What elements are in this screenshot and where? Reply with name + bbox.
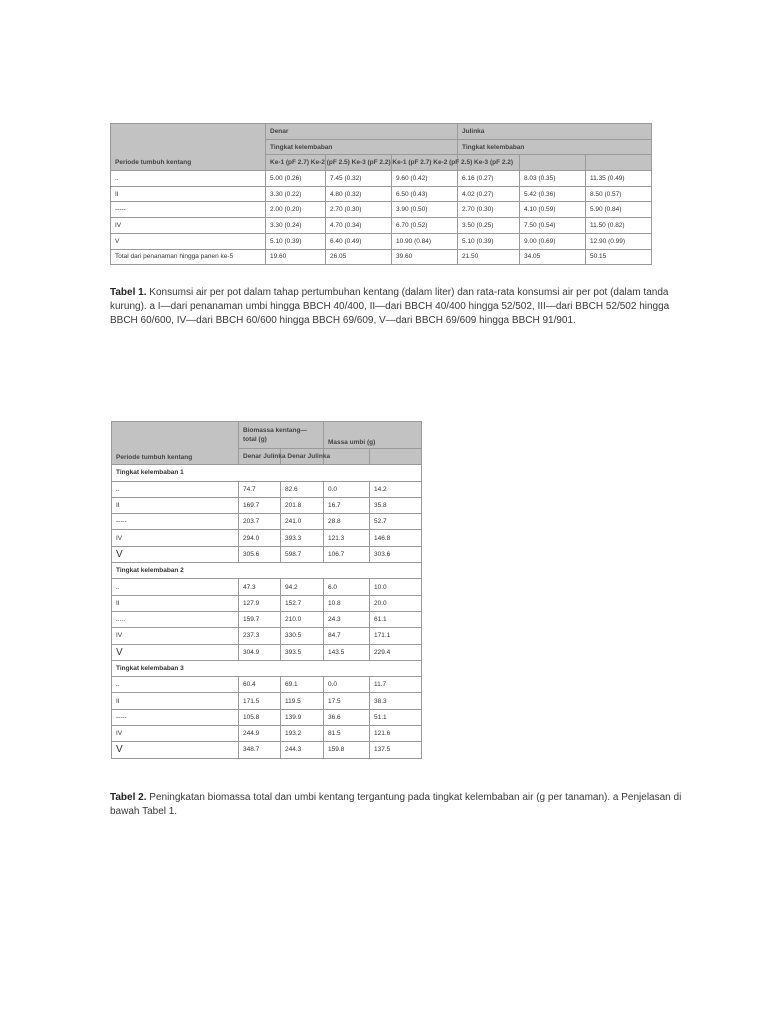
table1-caption (110, 286, 690, 328)
group-header-row (112, 563, 422, 579)
table-cell: 4.70 (0.34) (326, 218, 392, 234)
table-cell: 84.7 (324, 628, 370, 644)
table-cell: 121.6 (370, 726, 422, 742)
moisture-header-julinka: Tingkat kelembaban (458, 139, 652, 155)
table-cell: 106.7 (324, 546, 370, 562)
row-label: ----- (111, 202, 266, 218)
table-cell: 598.7 (281, 546, 324, 562)
table-cell: 10.0 (370, 579, 422, 595)
table-cell: 14.2 (370, 481, 422, 497)
table-cell: 143.5 (324, 644, 370, 660)
table-cell: 8.50 (0.57) (586, 186, 652, 202)
table-cell: 51.1 (370, 709, 422, 725)
table-cell: 34.05 (520, 249, 586, 265)
row-label: V (111, 233, 266, 249)
biomass-header: Biomassa kentang— total (g) (239, 422, 324, 449)
table-row (111, 218, 652, 234)
table-cell: 348.7 (239, 742, 281, 758)
table-cell: 26.05 (326, 249, 392, 265)
table-row (112, 611, 422, 627)
table-cell: 36.6 (324, 709, 370, 725)
table-cell: 6.0 (324, 579, 370, 595)
biomass-table (111, 421, 422, 759)
row-label: .. (112, 579, 239, 595)
table-cell: 38.3 (370, 693, 422, 709)
table-row (112, 644, 422, 660)
row-label: V (112, 644, 239, 660)
table-cell: 294.0 (239, 530, 281, 546)
table-cell: 5.10 (0.39) (458, 233, 520, 249)
table-cell: 244.3 (281, 742, 324, 758)
table-cell: 393.3 (281, 530, 324, 546)
table-cell: 137.5 (370, 742, 422, 758)
table-cell: 5.42 (0.36) (520, 186, 586, 202)
table-row (112, 481, 422, 497)
table-cell: 229.4 (370, 644, 422, 660)
table-cell: 303.6 (370, 546, 422, 562)
period-header-2: Periode tumbuh kentang (112, 422, 239, 465)
row-label: ----- (112, 514, 239, 530)
row-label: IV (112, 726, 239, 742)
table-cell: 139.9 (281, 709, 324, 725)
group-header-row (112, 660, 422, 676)
table-cell: 6.70 (0.52) (392, 218, 458, 234)
table-cell: 35.8 (370, 497, 422, 513)
table-row (112, 579, 422, 595)
row-label: .. (112, 481, 239, 497)
table-cell: 393.5 (281, 644, 324, 660)
cultivar-header-julinka: Julinka (458, 124, 652, 140)
table-cell: 10.8 (324, 595, 370, 611)
table-row (111, 186, 652, 202)
table-cell: 203.7 (239, 514, 281, 530)
table-cell: 20.0 (370, 595, 422, 611)
row-label: II (112, 693, 239, 709)
table-cell: 171.5 (239, 693, 281, 709)
table-row (112, 677, 422, 693)
table-cell: 11.35 (0.49) (586, 171, 652, 187)
table1-caption-label: Tabel 1. (110, 287, 147, 298)
row-label: ..... (112, 611, 239, 627)
table-cell: 21.50 (458, 249, 520, 265)
row-label: II (112, 497, 239, 513)
row-label: ----- (112, 709, 239, 725)
table-cell: 61.1 (370, 611, 422, 627)
row-label: .. (111, 171, 266, 187)
table-cell: 5.00 (0.26) (266, 171, 326, 187)
table-cell: 4.02 (0.27) (458, 186, 520, 202)
water-consumption-table (110, 123, 652, 265)
table-cell: 244.9 (239, 726, 281, 742)
table-cell: 121.3 (324, 530, 370, 546)
table-cell: 81.5 (324, 726, 370, 742)
table-cell: 60.4 (239, 677, 281, 693)
table-cell: 6.40 (0.49) (326, 233, 392, 249)
table-cell: 12.90 (0.99) (586, 233, 652, 249)
table-cell: 159.8 (324, 742, 370, 758)
table-cell: 82.6 (281, 481, 324, 497)
table-cell: 9.00 (0.69) (520, 233, 586, 249)
table-cell: 0.0 (324, 677, 370, 693)
table-cell: 3.90 (0.50) (392, 202, 458, 218)
table-cell: 169.7 (239, 497, 281, 513)
table-cell: 152.7 (281, 595, 324, 611)
table-cell: 94.2 (281, 579, 324, 595)
table-row (112, 628, 422, 644)
table-cell: 2.70 (0.30) (326, 202, 392, 218)
table-cell: 2.70 (0.30) (458, 202, 520, 218)
table-cell: 7.50 (0.54) (520, 218, 586, 234)
table-row (111, 202, 652, 218)
group-header-row (112, 465, 422, 481)
table-cell: 17.5 (324, 693, 370, 709)
table-cell: 4.10 (0.59) (520, 202, 586, 218)
table-cell: 28.8 (324, 514, 370, 530)
row-label: V (112, 546, 239, 562)
cultivars-header: Denar Julinka Denar Julinka (239, 449, 281, 465)
moisture-levels-text: Ke-1 (pF 2.7) Ke-2 (pF 2.5) Ke-3 (pF 2.2) Ke-1 (pF 2.7) Ke-2 (pF 2.5) Ke-3 (pF 2.2) (270, 159, 514, 167)
row-label: II (112, 595, 239, 611)
table-cell: 105.8 (239, 709, 281, 725)
table-cell: 5.10 (0.39) (266, 233, 326, 249)
table-cell: 3.50 (0.25) (458, 218, 520, 234)
tuber-mass-header: Massa umbi (g) (324, 422, 422, 449)
table-cell: 19.60 (266, 249, 326, 265)
table-cell: 305.6 (239, 546, 281, 562)
table-cell: 3.30 (0.22) (266, 186, 326, 202)
table-row (112, 530, 422, 546)
table-row (112, 709, 422, 725)
table-cell: 11.50 (0.82) (586, 218, 652, 234)
table-cell: 8.03 (0.35) (520, 171, 586, 187)
table-cell: 210.0 (281, 611, 324, 627)
table-cell: 171.1 (370, 628, 422, 644)
table-cell: 4.80 (0.32) (326, 186, 392, 202)
table-cell: 193.2 (281, 726, 324, 742)
table-row (112, 742, 422, 758)
table-row (112, 514, 422, 530)
table-cell: 24.3 (324, 611, 370, 627)
table-cell: 74.7 (239, 481, 281, 497)
row-label: IV (111, 218, 266, 234)
table-cell: 47.3 (239, 579, 281, 595)
row-label: IV (112, 530, 239, 546)
table-cell: 6.16 (0.27) (458, 171, 520, 187)
table-cell: 6.50 (0.43) (392, 186, 458, 202)
table-row (112, 726, 422, 742)
moisture-levels-header (266, 155, 514, 171)
table-row (111, 233, 652, 249)
row-label: Total dari penanaman hingga panen ke-5 (111, 249, 266, 265)
table-cell: 159.7 (239, 611, 281, 627)
table-cell: 2.00 (0.20) (266, 202, 326, 218)
row-label: IV (112, 628, 239, 644)
table-cell: 201.8 (281, 497, 324, 513)
table-cell: 241.0 (281, 514, 324, 530)
period-header: Periode tumbuh kentang (111, 124, 266, 171)
table-cell: 16.7 (324, 497, 370, 513)
table-cell: 69.1 (281, 677, 324, 693)
table-cell: 9.60 (0.42) (392, 171, 458, 187)
table-cell: 3.30 (0.24) (266, 218, 326, 234)
table-cell: 127.9 (239, 595, 281, 611)
table-cell: 11.7 (370, 677, 422, 693)
table-row (112, 595, 422, 611)
table-cell: 5.90 (0.84) (586, 202, 652, 218)
table-cell: 0.0 (324, 481, 370, 497)
table-row (111, 171, 652, 187)
table-cell: 146.8 (370, 530, 422, 546)
table-cell: 50.15 (586, 249, 652, 265)
table-cell: 52.7 (370, 514, 422, 530)
table-cell: 10.90 (0.84) (392, 233, 458, 249)
group-title: Tingkat kelembaban 2 (112, 563, 422, 579)
table-cell: 330.5 (281, 628, 324, 644)
table-row (112, 546, 422, 562)
row-label: V (112, 742, 239, 758)
table-cell: 237.3 (239, 628, 281, 644)
table-cell: 39.60 (392, 249, 458, 265)
table-row (112, 693, 422, 709)
row-label: II (111, 186, 266, 202)
table-row (112, 497, 422, 513)
table-row (111, 249, 652, 265)
group-title: Tingkat kelembaban 3 (112, 660, 422, 676)
table2-caption-text: Peningkatan biomassa total dan umbi kentang tergantung pada tingkat kelembaban air (g per tanaman). a Penjelasan di bawah Tabel 1. (110, 792, 682, 817)
table2-caption-label: Tabel 2. (110, 792, 147, 803)
group-title: Tingkat kelembaban 1 (112, 465, 422, 481)
table1-caption-text: Konsumsi air per pot dalam tahap pertumbuhan kentang (dalam liter) dan rata-rata konsumsi air per pot (dalam tanda kurung). a I—dari penanaman umbi hingga BBCH 40/400, II—dari BBCH 40/400 hingga 52/502, III—dari BBCH 52/502 hingga BBCH 60/600, IV—dari BBCH 60/600 hingga BBCH 69/609, V—dari BBCH 69/609 hingga BBCH 91/901. (110, 287, 670, 326)
table2-caption (110, 791, 690, 819)
table-cell: 7.45 (0.32) (326, 171, 392, 187)
cultivar-header-denar: Denar (266, 124, 458, 140)
table-cell: 304.9 (239, 644, 281, 660)
moisture-header-denar: Tingkat kelembaban (266, 139, 458, 155)
table-cell: 119.5 (281, 693, 324, 709)
row-label: .. (112, 677, 239, 693)
